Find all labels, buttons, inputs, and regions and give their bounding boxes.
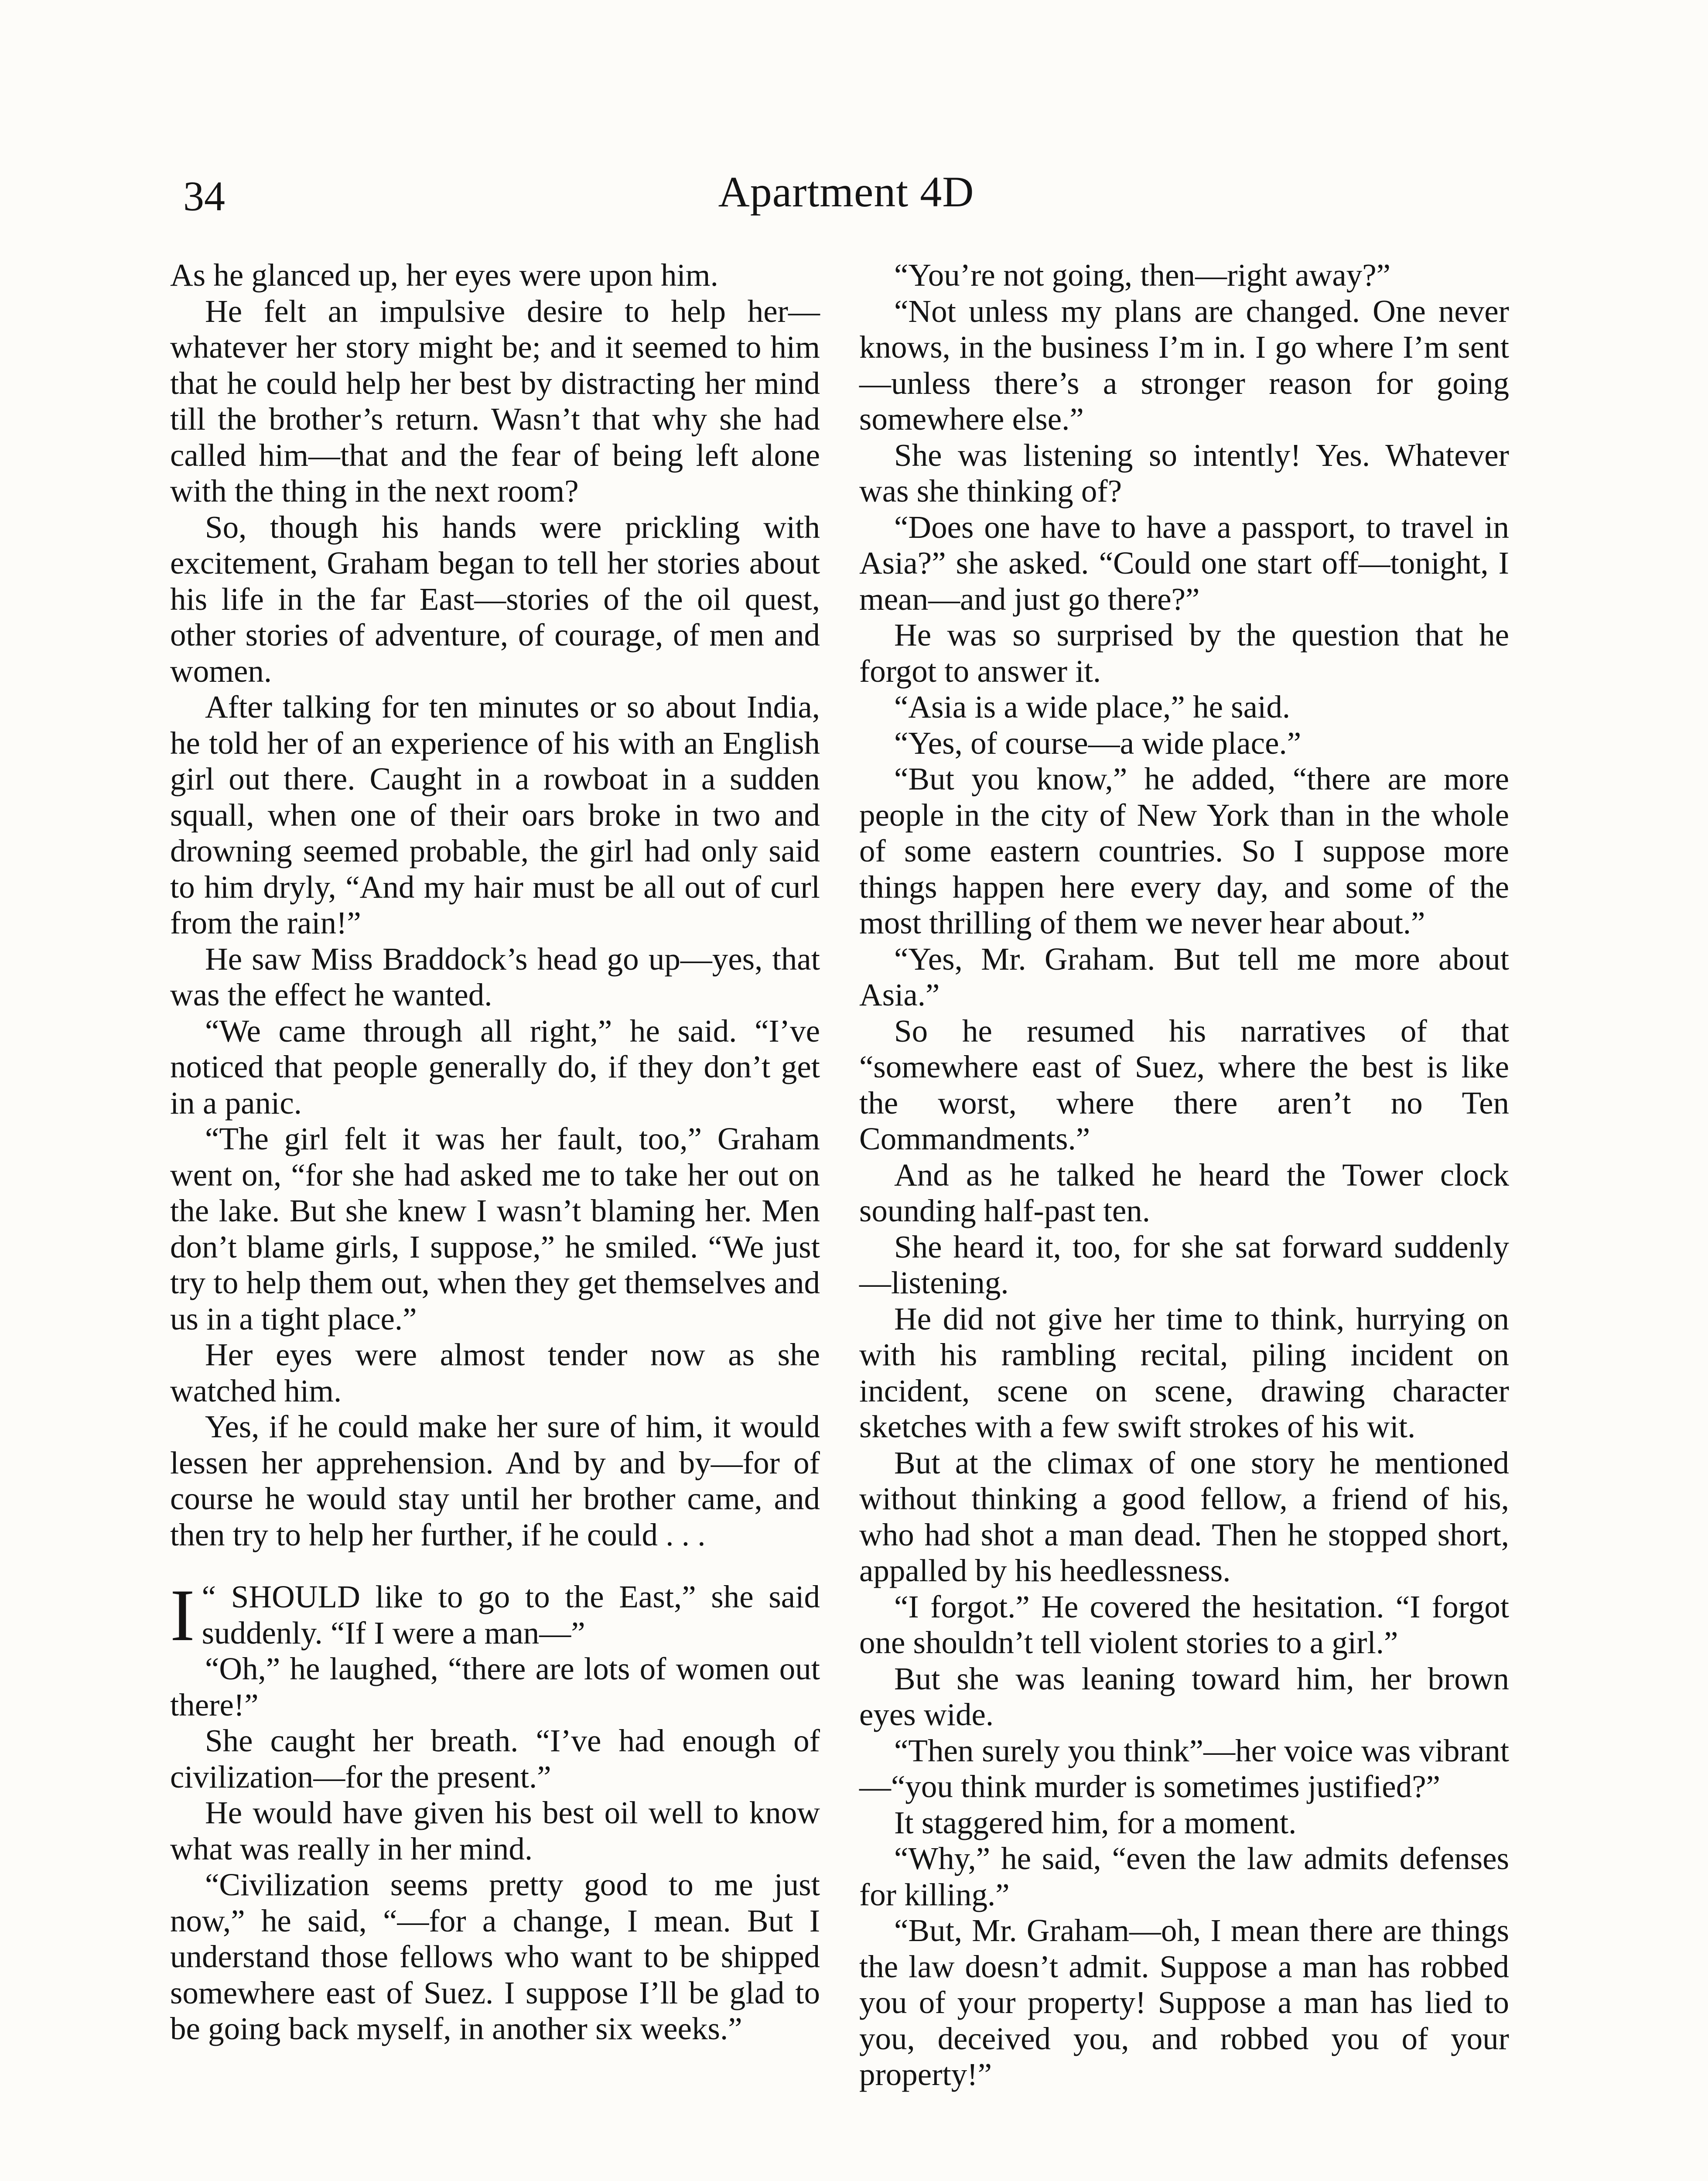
left-column bbox=[170, 257, 820, 2047]
running-title: Apartment 4D bbox=[718, 168, 974, 216]
page-number: 34 bbox=[183, 173, 225, 219]
paragraph: “Asia is a wide place,” he said. bbox=[894, 689, 1291, 725]
dropcap-paragraph bbox=[170, 1574, 820, 1656]
paragraph: “I forgot.” He covered the hesitation. “I forgot one shouldn’t tell violent stories to a girl.” bbox=[859, 1589, 1509, 1660]
paragraph: She caught her breath. “I’ve had enough of civilization—for the present.” bbox=[170, 1723, 820, 1795]
right-column bbox=[859, 257, 1509, 2093]
dropcap-text: SHOULD like to go to the East,” she said suddenly. “If I were a man—” bbox=[202, 1579, 820, 1651]
paragraph: “Oh,” he laughed, “there are lots of women out there!” bbox=[170, 1651, 820, 1723]
paragraph: So, though his hands were prickling with excitement, Graham began to tell her stories about his life in the far East—stories of the oil quest, other stories of adventure, of courage, of men and women. bbox=[170, 509, 820, 689]
paragraph: But she was leaning toward him, her brown eyes wide. bbox=[859, 1661, 1509, 1732]
paragraph: “Why,” he said, “even the law admits defenses for killing.” bbox=[859, 1841, 1509, 1912]
paragraph: He saw Miss Braddock’s head go up—yes, that was the effect he wanted. bbox=[170, 941, 820, 1012]
paragraph: Her eyes were almost tender now as she watched him. bbox=[170, 1337, 820, 1408]
paragraph: So he resumed his narratives of that “somewhere east of Suez, where the best is like the worst, where there aren’t no Ten Commandments.” bbox=[859, 1013, 1509, 1156]
paragraph: “But you know,” he added, “there are more people in the city of New York than in the whole of some eastern countries. So I suppose more things happen here every day, and some of the most thrilling of them we never hear about.” bbox=[859, 761, 1509, 940]
paragraph: She was listening so intently! Yes. Whatever was she thinking of? bbox=[859, 437, 1509, 509]
paragraph: She heard it, too, for she sat forward suddenly—listening. bbox=[859, 1229, 1509, 1300]
paragraph: It staggered him, for a moment. bbox=[894, 1805, 1297, 1840]
paragraph: But at the climax of one story he mentioned without thinking a good fellow, a friend of his, who had shot a man dead. Then he stopped short, appalled by his heedlessness. bbox=[859, 1445, 1509, 1588]
paragraph: “Does one have to have a passport, to travel in Asia?” she asked. “Could one start off—tonight, I mean—and just go there?” bbox=[859, 509, 1509, 617]
paragraph: “But, Mr. Graham—oh, I mean there are things the law doesn’t admit. Suppose a man has robbed you of your property! Suppose a man has lied to you, deceived you, and robbed you of your property!” bbox=[859, 1913, 1509, 2092]
paragraph: “Civilization seems pretty good to me just now,” he said, “—for a change, I mean. But I understand those fellows who want to be shipped somewhere east of Suez. I suppose I’ll be glad to be going back myself, in another six weeks.” bbox=[170, 1867, 820, 2046]
page-header bbox=[170, 161, 1522, 231]
section-break bbox=[170, 1553, 820, 1579]
paragraph: He would have given his best oil well to know what was really in her mind. bbox=[170, 1795, 820, 1866]
paragraph: “Not unless my plans are changed. One never knows, in the business I’m in. I go where I’m sent—unless there’s a stronger reason for going somewhere else.” bbox=[859, 293, 1509, 437]
paragraph: “We came through all right,” he said. “I’ve noticed that people generally do, if they don’t get in a panic. bbox=[170, 1013, 820, 1121]
paragraph: He did not give her time to think, hurrying on with his rambling recital, piling incident on incident, scene on scene, drawing character sketches with a few swift strokes of his wit. bbox=[859, 1301, 1509, 1444]
paragraph: “The girl felt it was her fault, too,” Graham went on, “for she had asked me to take her out on the lake. But she knew I wasn’t blaming her. Men don’t blame girls, I suppose,” he smiled. “We just try to help them out, when they get themselves and us in a tight place.” bbox=[170, 1121, 820, 1337]
paragraph: “Yes, Mr. Graham. But tell me more about Asia.” bbox=[859, 941, 1509, 1012]
paragraph: “Then surely you think”—her voice was vibrant—“you think murder is sometimes justified?” bbox=[859, 1733, 1509, 1804]
paragraph: “You’re not going, then—right away?” bbox=[894, 257, 1391, 293]
paragraph: “Yes, of course—a wide place.” bbox=[894, 725, 1301, 761]
paragraph: He was so surprised by the question that he forgot to answer it. bbox=[859, 617, 1509, 689]
paragraph: After talking for ten minutes or so about India, he told her of an experience of his with an English girl out there. Caught in a rowboat in a sudden squall, when one of their oars broke in two and drowning seemed probable, the girl had only said to him dryly, “And my hair must be all out of curl from the rain!” bbox=[170, 689, 820, 940]
paragraph: And as he talked he heard the Tower clock sounding half-past ten. bbox=[859, 1157, 1509, 1228]
paragraph: As he glanced up, her eyes were upon him. bbox=[170, 257, 718, 293]
dropcap-quote: “ bbox=[202, 1579, 216, 1614]
paragraph: Yes, if he could make her sure of him, it would lessen her apprehension. And by and by—for of course he would stay until her brother came, and then try to help her further, if he could . . . bbox=[170, 1409, 820, 1552]
paragraph: He felt an impulsive desire to help her—whatever her story might be; and it seemed to him that he could help her best by distracting her mind till the brother’s return. Wasn’t that why she had called him—that and the fear of being left alone with the thing in the next room? bbox=[170, 293, 820, 509]
dropcap-letter: I bbox=[170, 1574, 195, 1656]
